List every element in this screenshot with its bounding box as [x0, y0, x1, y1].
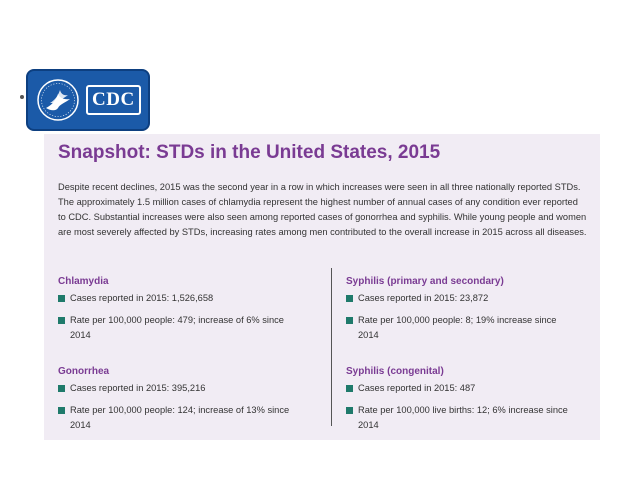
square-bullet-icon	[346, 295, 353, 302]
list-item	[346, 291, 606, 306]
hhs-eagle-icon	[36, 78, 80, 122]
item-text: Rate per 100,000 people: 124; increase of 13% since 2014	[70, 405, 290, 430]
cdc-text: CDC	[92, 89, 135, 110]
section-syphilis-primary-secondary	[346, 275, 606, 343]
list-item	[346, 403, 590, 433]
bullet-dot	[20, 95, 24, 99]
list-item	[58, 381, 318, 396]
cdc-wordmark	[86, 85, 141, 115]
square-bullet-icon	[346, 385, 353, 392]
list-item	[346, 381, 606, 396]
section-title: Syphilis (primary and secondary)	[346, 276, 504, 287]
section-title: Chlamydia	[58, 276, 109, 287]
intro-paragraph: Despite recent declines, 2015 was the second year in a row in which increases were seen in all three nationally reported STDs. The approximately 1.5 million cases of chlamydia represent the highest number of annual cases of any condition ever reported to CDC. Substantial increases were also seen among reported cases of gonorrhea and syphilis. While young people and women are most severely affected by STDs, increasing rates among men contributed to the overall increase in 2015 across all diseases.	[58, 182, 587, 237]
item-text: Cases reported in 2015: 487	[358, 383, 476, 393]
section-title: Syphilis (congenital)	[346, 366, 444, 377]
section-chlamydia	[58, 275, 318, 343]
card-title: Snapshot: STDs in the United States, 2015	[58, 142, 441, 163]
list-item	[346, 313, 578, 343]
cdc-logo	[26, 69, 150, 131]
item-text: Cases reported in 2015: 1,526,658	[70, 293, 214, 303]
section-title: Gonorrhea	[58, 366, 110, 377]
item-text: Rate per 100,000 live births: 12; 6% increase since 2014	[358, 405, 568, 430]
item-text: Rate per 100,000 people: 479; increase of 6% since 2014	[70, 315, 284, 340]
section-syphilis-congenital	[346, 365, 606, 433]
square-bullet-icon	[346, 407, 353, 414]
item-text: Rate per 100,000 people: 8; 19% increase since 2014	[358, 315, 557, 340]
list-item	[58, 403, 302, 433]
square-bullet-icon	[58, 317, 65, 324]
square-bullet-icon	[58, 385, 65, 392]
column-divider	[331, 268, 332, 426]
item-text: Cases reported in 2015: 23,872	[358, 293, 489, 303]
square-bullet-icon	[58, 407, 65, 414]
square-bullet-icon	[58, 295, 65, 302]
list-item	[58, 291, 318, 306]
square-bullet-icon	[346, 317, 353, 324]
snapshot-card	[44, 134, 600, 440]
item-text: Cases reported in 2015: 395,216	[70, 383, 206, 393]
section-gonorrhea	[58, 365, 318, 433]
list-item	[58, 313, 290, 343]
